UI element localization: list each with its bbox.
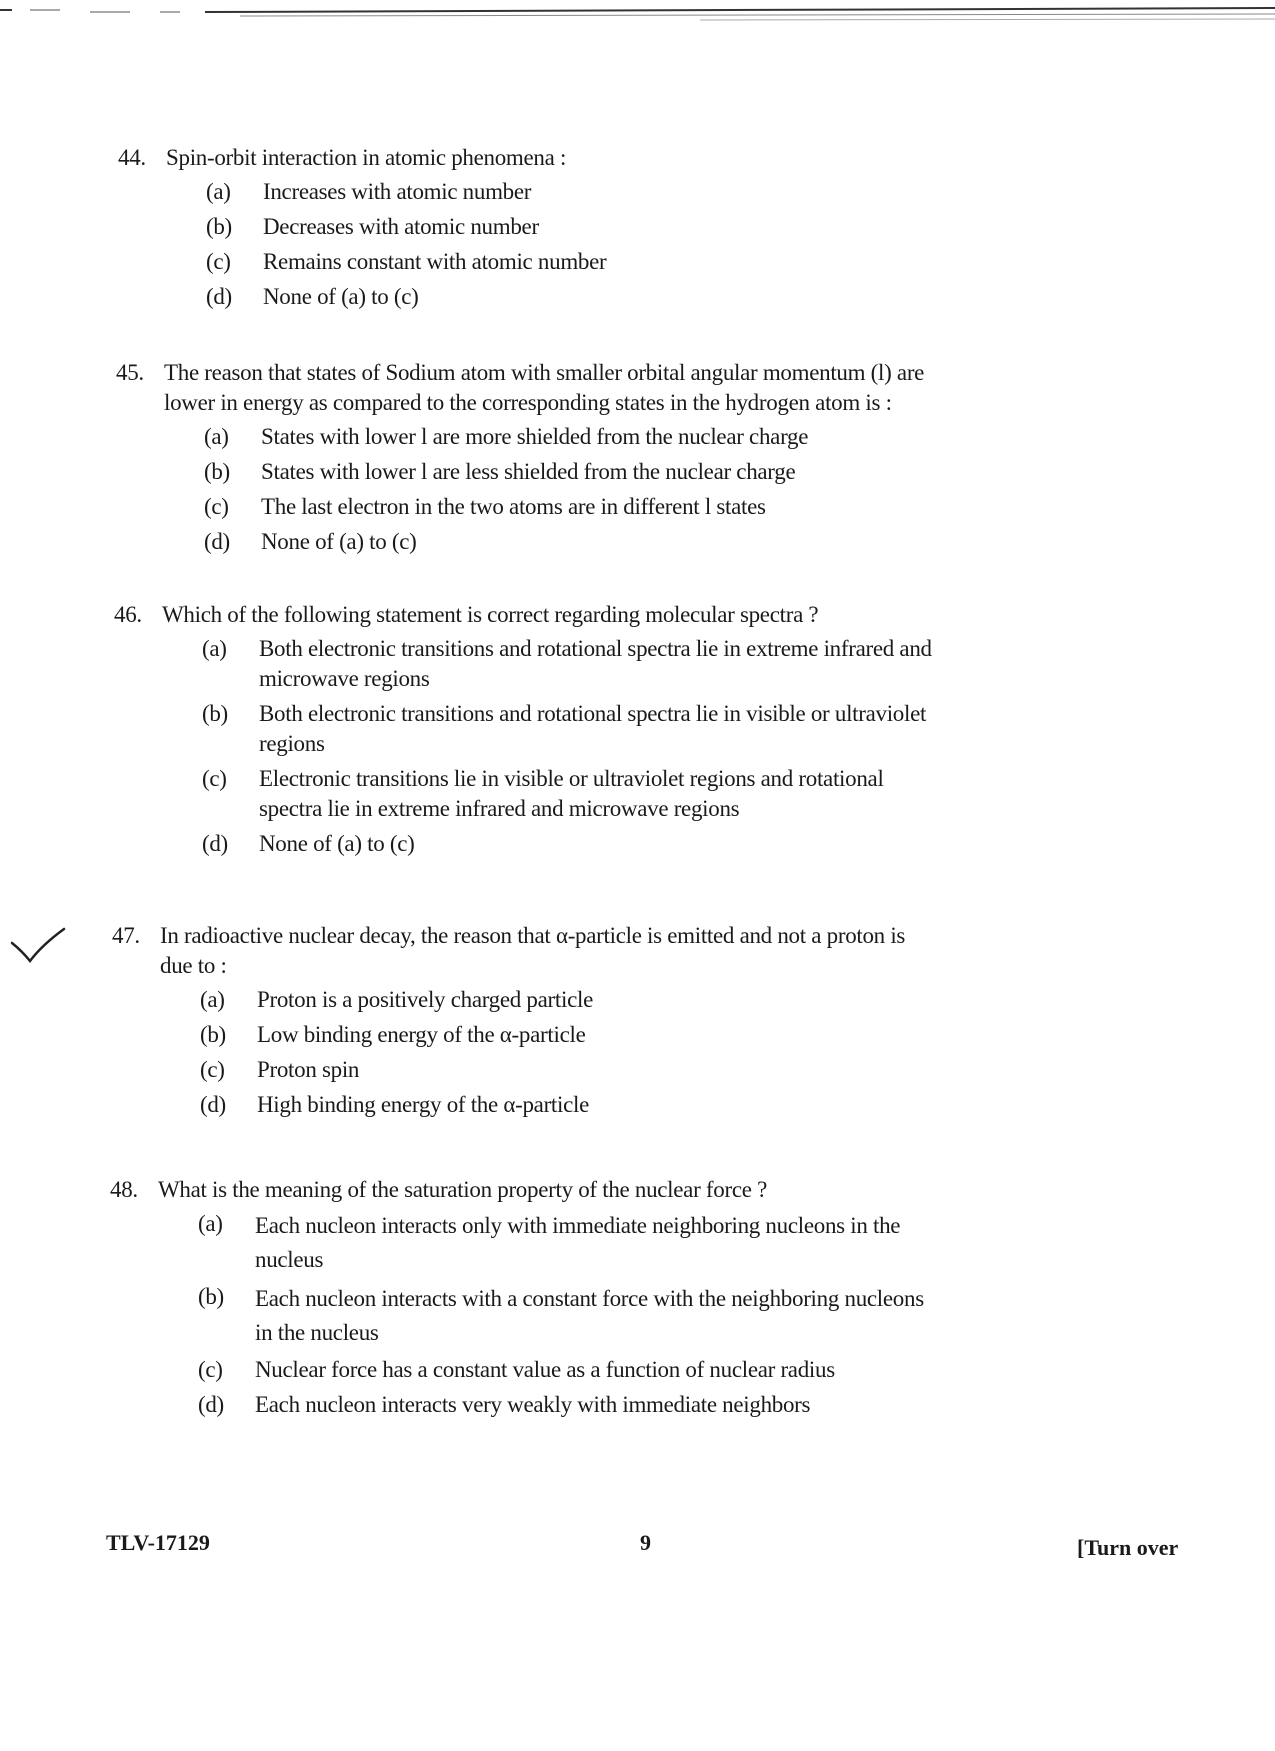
option-d: (d) None of (a) to (c) [206,284,419,309]
question-text: In radioactive nuclear decay, the reason that α-particle is emitted and not a proton is due to : [160,923,906,978]
question-number: 46. [114,602,142,627]
option-c: (c) Remains constant with atomic number [206,249,607,274]
question-44 [118,143,953,317]
question-number: 45. [116,360,144,385]
question-47 [112,921,947,1125]
option-c: (c) Nuclear force has a constant value as a function of nuclear radius [198,1357,835,1382]
question-text: The reason that states of Sodium atom with smaller orbital angular momentum (l) are lower in energy as compared to the corresponding states in the hydrogen atom is : [164,360,925,415]
top-border-lines [0,0,1275,30]
option-c: (c) Electronic transitions lie in visible or ultraviolet regions and rotational spectra lie in extreme infrared and microwave regions [202,766,884,821]
option-b: (b) Low binding energy of the α-particle [200,1022,586,1047]
option-d: (d) High binding energy of the α-particle [200,1092,590,1117]
footer-code: TLV-17129 [106,1530,210,1555]
option-b: (b) States with lower l are less shielded from the nuclear charge [204,459,796,484]
question-text: Spin-orbit interaction in atomic phenomena : [166,145,567,170]
option-c: (c) The last electron in the two atoms are in different l states [204,494,766,519]
page-number: 9 [640,1530,651,1555]
option-b: (b) Decreases with atomic number [206,214,539,239]
option-b: (b) Both electronic transitions and rotational spectra lie in visible or ultraviolet regions [202,701,927,756]
options-list [112,985,947,1120]
options-list [110,1209,945,1420]
question-text: What is the meaning of the saturation property of the nuclear force ? [158,1177,767,1202]
option-b: (b) Each nucleon interacts with a constant force with the neighboring nucleons in the nucleus [198,1284,924,1345]
option-a: (a) States with lower l are more shielded from the nuclear charge [204,424,809,449]
options-list [114,634,949,859]
option-a: (a) Each nucleon interacts only with immediate neighboring nucleons in the nucleus [198,1211,901,1272]
question-46 [114,600,949,864]
question-48 [110,1175,945,1425]
option-a: (a) Proton is a positively charged particle [200,987,593,1012]
option-d: (d) Each nucleon interacts very weakly with immediate neighbors [198,1392,811,1417]
option-c: (c) Proton spin [200,1057,360,1082]
options-list [118,177,953,312]
question-45 [116,358,951,562]
turn-over-note: [Turn over [1077,1535,1179,1560]
option-d: (d) None of (a) to (c) [202,831,415,856]
check-mark-icon [8,925,68,965]
question-number: 48. [110,1177,138,1202]
option-a: (a) Increases with atomic number [206,179,532,204]
option-a: (a) Both electronic transitions and rotational spectra lie in extreme infrared and microwave regions [202,636,932,691]
options-list [116,422,951,557]
question-number: 47. [112,923,140,948]
option-d: (d) None of (a) to (c) [204,529,417,554]
question-number: 44. [118,145,146,170]
question-text: Which of the following statement is correct regarding molecular spectra ? [162,602,819,627]
